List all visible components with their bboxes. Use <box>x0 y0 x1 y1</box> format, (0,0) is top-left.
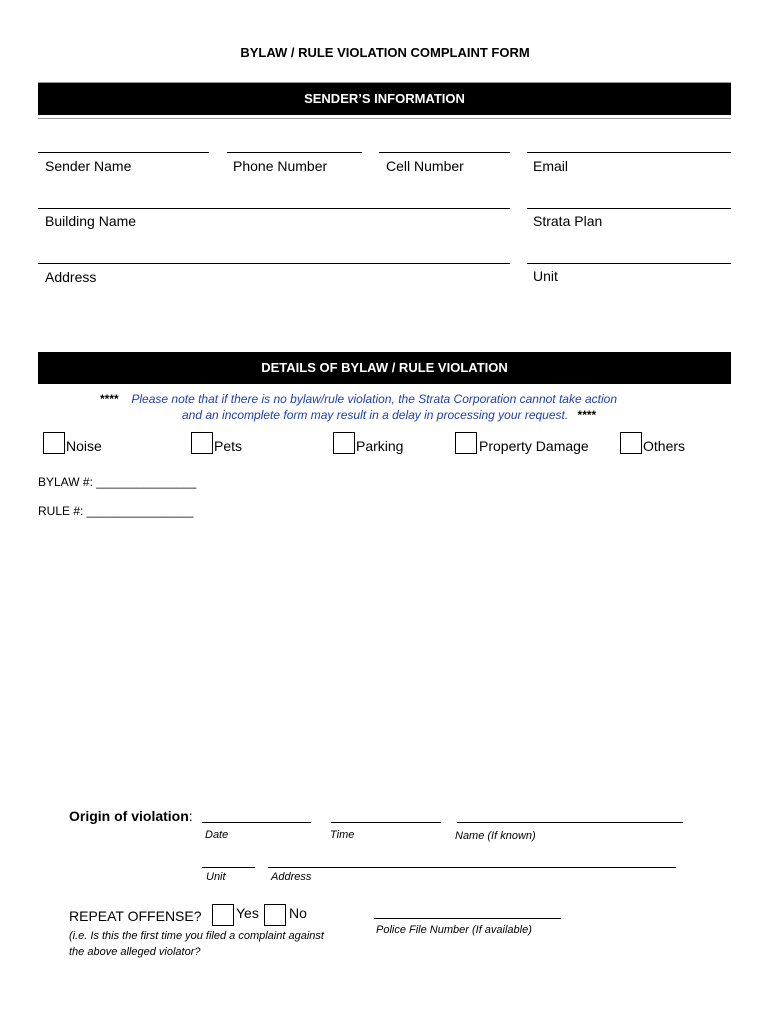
name-line[interactable] <box>457 822 683 823</box>
pets-label: Pets <box>214 438 243 454</box>
sender-name-label: Sender Name <box>45 158 132 174</box>
police-file-label: Police File Number (If available) <box>376 924 532 936</box>
noise-checkbox[interactable] <box>43 432 65 454</box>
origin-address-label: Address <box>271 871 312 883</box>
divider-bottom <box>38 118 731 119</box>
building-name-label: Building Name <box>45 213 137 229</box>
rule-number-field[interactable]: RULE #: ________________ <box>38 504 194 518</box>
unit-line[interactable] <box>527 263 731 264</box>
origin-unit-label: Unit <box>206 871 226 883</box>
bylaw-number-field[interactable]: BYLAW #: _______________ <box>38 475 197 489</box>
strata-plan-line[interactable] <box>527 208 731 209</box>
building-name-line[interactable] <box>38 208 510 209</box>
repeat-hint-line2: the above alleged violator? <box>69 946 201 958</box>
time-line[interactable] <box>331 822 441 823</box>
repeat-hint-line1: (i.e. Is this the first time you filed a complaint against <box>69 930 324 942</box>
parking-checkbox[interactable] <box>333 432 355 454</box>
origin-address-line[interactable] <box>268 867 676 868</box>
repeat-no-checkbox[interactable] <box>264 904 286 926</box>
phone-number-line[interactable] <box>227 152 362 153</box>
date-line[interactable] <box>202 822 311 823</box>
origin-label <box>69 808 193 824</box>
violation-note-line2 <box>182 408 596 422</box>
pets-checkbox[interactable] <box>191 432 213 454</box>
note-text-line2: and an incomplete form may result in a delay in processing your request. <box>182 408 569 422</box>
origin-colon: : <box>188 808 193 824</box>
phone-number-label: Phone Number <box>233 158 328 174</box>
sender-section-title: SENDER’S INFORMATION <box>304 91 465 106</box>
repeat-yes-label: Yes <box>236 905 259 921</box>
cell-number-label: Cell Number <box>386 158 464 174</box>
others-checkbox[interactable] <box>620 432 642 454</box>
repeat-offense-label: REPEAT OFFENSE? <box>69 908 202 924</box>
repeat-yes-checkbox[interactable] <box>212 904 234 926</box>
sender-section-header <box>38 83 731 115</box>
unit-label: Unit <box>533 268 558 284</box>
address-line[interactable] <box>38 263 510 264</box>
police-file-line[interactable] <box>374 918 561 919</box>
violation-section-title: DETAILS OF BYLAW / RULE VIOLATION <box>261 360 508 375</box>
property-damage-label: Property Damage <box>479 438 589 454</box>
origin-label-text: Origin of violation <box>69 808 189 824</box>
others-label: Others <box>643 438 686 454</box>
date-label: Date <box>205 829 229 841</box>
strata-plan-label: Strata Plan <box>533 213 603 229</box>
form-title: BYLAW / RULE VIOLATION COMPLAINT FORM <box>240 45 530 60</box>
note-text-line1: Please note that if there is no bylaw/rule violation, the Strata Corporation cannot take action <box>131 392 617 406</box>
cell-number-line[interactable] <box>379 152 510 153</box>
origin-unit-line[interactable] <box>202 867 255 868</box>
violation-note-line1 <box>100 392 617 406</box>
email-line[interactable] <box>527 152 731 153</box>
parking-label: Parking <box>356 438 404 454</box>
sender-name-line[interactable] <box>38 152 209 153</box>
note-stars-close: **** <box>577 408 597 422</box>
violation-section-header <box>38 352 731 384</box>
email-label: Email <box>533 158 569 174</box>
name-label: Name (If known) <box>455 830 536 842</box>
time-label: Time <box>330 829 355 841</box>
property-damage-checkbox[interactable] <box>455 432 477 454</box>
noise-label: Noise <box>66 438 102 454</box>
note-stars-open: **** <box>100 392 119 406</box>
address-label: Address <box>45 269 97 285</box>
repeat-no-label: No <box>289 905 307 921</box>
